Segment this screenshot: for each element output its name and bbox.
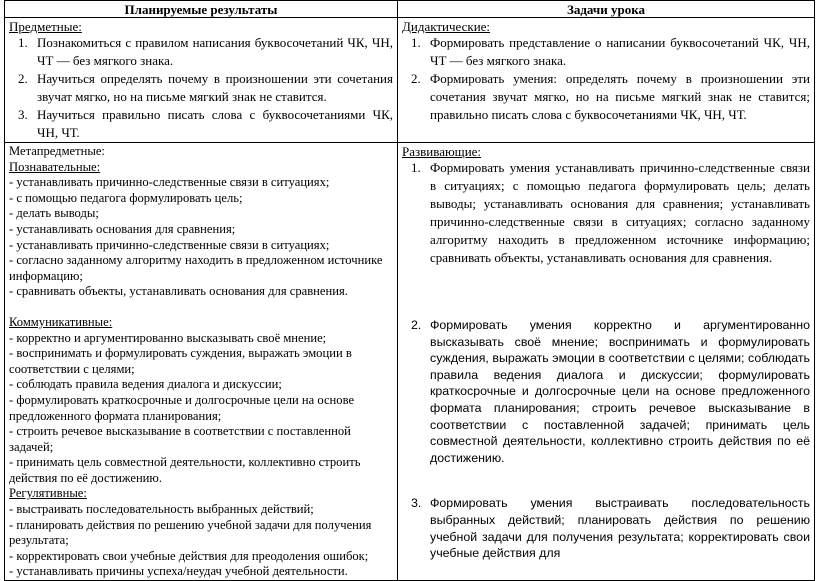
list-item: - корректно и аргументированно высказывать своё мнение; xyxy=(9,330,327,345)
developing-title: Развивающие: xyxy=(402,144,482,159)
developing-list xyxy=(402,159,810,267)
didactic-title: Дидактические: xyxy=(402,19,491,34)
list-item: 2. Формировать умения: определять почему в произношении эти сочетания звучат мягко, но на письме мягкий знак не ставится; правильно писать слова с буквосочетаниями ЧК, ЧН, ЧТ. xyxy=(411,71,810,122)
cognitive-title: Познавательные: xyxy=(9,159,101,174)
list-item: - корректировать свои учебные действия для преодоления ошибок; xyxy=(9,548,369,563)
list-item: - устанавливать причинно-следственные связи в ситуациях; xyxy=(9,237,330,252)
list-item: - с помощью педагога формулировать цель; xyxy=(9,190,243,205)
list-item: - устанавливать причинно-следственные связи в ситуациях; xyxy=(9,175,330,190)
list-item: - сравнивать объекты, устанавливать основания для сравнения. xyxy=(9,284,348,299)
meta-title: Метапредметные: xyxy=(9,144,105,158)
list-item: - воспринимать и формулировать суждения, выражать эмоции в соответствии с целями; xyxy=(9,346,352,376)
list-item: 1. Познакомиться с правилом написания буквосочетаний ЧК, ЧН, ЧТ — без мягкого знака. xyxy=(18,35,393,68)
lesson-table xyxy=(4,0,815,581)
list-item: - согласно заданному алгоритму находить в предложенном источнике информацию; xyxy=(9,253,383,283)
header-planned-results: Планируемые результаты xyxy=(5,1,398,18)
list-item: - строить речевое высказывание в соответствии с поставленной задачей; xyxy=(9,424,351,454)
meta-results-cell xyxy=(5,143,398,581)
header-lesson-tasks: Задачи урока xyxy=(398,1,815,18)
meta-row xyxy=(5,143,815,581)
list-item: 2. Научиться определять почему в произношении эти сочетания звучат мягко, но на письме мягкий знак не ставится. xyxy=(18,71,393,104)
list-item: - формулировать краткосрочные и долгосрочные цели на основе предложенного формата планирования; xyxy=(9,392,355,423)
regulative-title: Регулятивные: xyxy=(9,486,87,501)
subject-results-cell xyxy=(5,18,398,143)
list-item: - устанавливать основания для сравнения; xyxy=(9,221,236,236)
developing-list-cont xyxy=(402,317,810,466)
list-item: - принимать цель совместной деятельности, коллективно строить действия по её достижению. xyxy=(9,455,361,485)
didactic-list xyxy=(402,34,810,124)
header-row xyxy=(5,1,815,18)
developing-list-cont xyxy=(402,495,810,561)
list-item: 1. Формировать представление о написании буквосочетаний ЧК, ЧН, ЧТ — без мягкого знака. xyxy=(411,35,810,68)
list-item: 3. Формировать умения выстраивать последовательность выбранных действий; планировать действия по решению учебной задачи для получения результата; корректировать свои учебные действия для xyxy=(411,496,810,561)
subject-title: Предметные: xyxy=(9,19,82,34)
list-item: 1. Формировать умения устанавливать причинно-следственные связи в ситуациях; с помощью педагога формулировать цель; делать выводы; устанавливать основания для сравнения; устанавливать причинно-следственные связи в ситуациях; согласно заданному алгоритму находить в предложенном источнике информацию; сравнивать объекты, устанавливать основания для сравнения. xyxy=(411,160,810,265)
didactic-tasks-cell xyxy=(398,18,815,143)
list-item: - планировать действия по решению учебной задачи для получения результата; xyxy=(9,517,372,548)
list-item: - выстраивать последовательность выбранных действий; xyxy=(9,502,314,517)
subject-row xyxy=(5,18,815,143)
list-item: 3. Научиться правильно писать слова с буквосочетаниями ЧК, ЧН, ЧТ. xyxy=(18,107,393,140)
list-item: - соблюдать правила ведения диалога и дискуссии; xyxy=(9,377,282,392)
developing-tasks-cell xyxy=(398,143,815,581)
list-item: 2. Формировать умения корректно и аргументированно высказывать своё мнение; воспринимать и формулировать суждения, выражать эмоции в соответствии с целями; соблюдать правила ведения диалога и дискуссии; формулировать краткосрочные и долгосрочные цели на основе предложенного формата планирования; строить речевое высказывание в соответствии с поставленной задачей; принимать цель совместной деятельности, коллективно строить действия по её достижению. xyxy=(411,318,810,465)
communicative-title: Коммуникативные: xyxy=(9,314,113,329)
list-item: - делать выводы; xyxy=(9,206,99,221)
subject-list xyxy=(9,34,393,142)
list-item: - устанавливать причины успеха/неудач учебной деятельности. xyxy=(9,564,348,579)
